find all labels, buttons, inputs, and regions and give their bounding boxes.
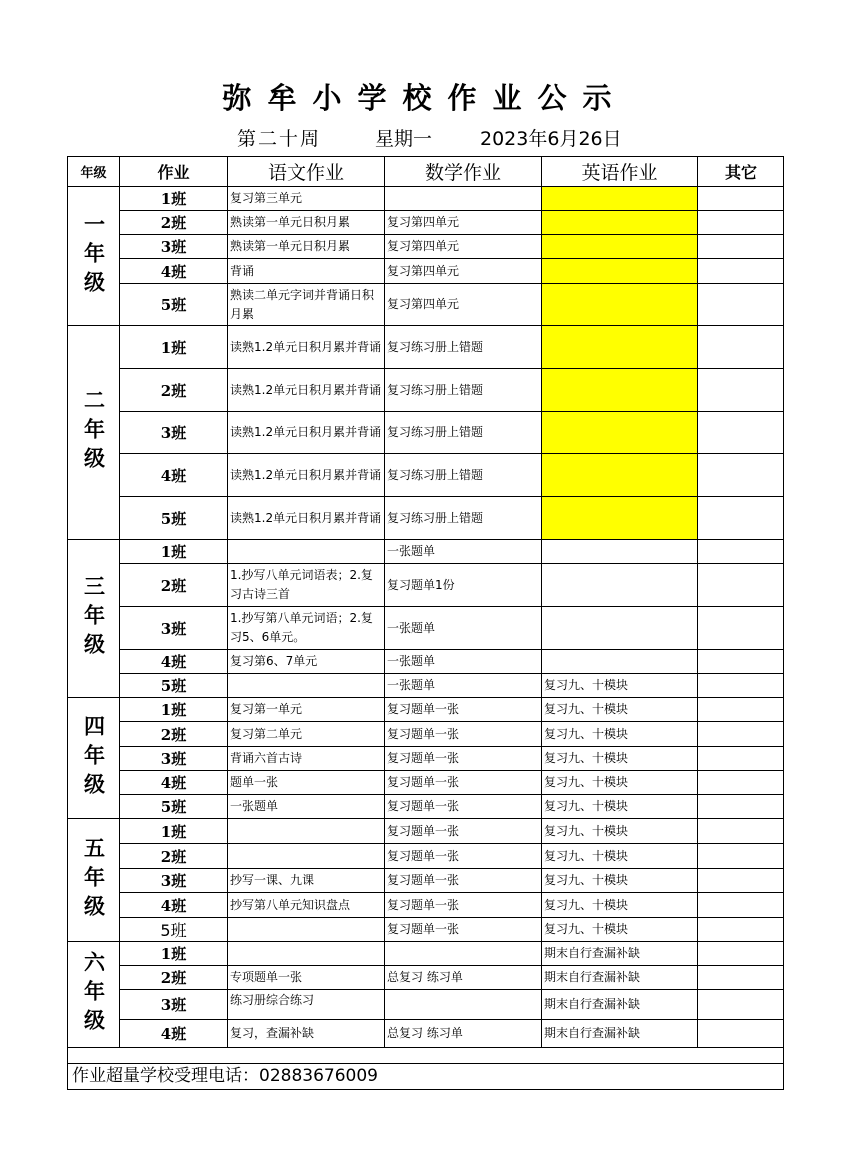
grade-name: 五年级 xyxy=(81,836,107,924)
chinese-homework: 复习第三单元 xyxy=(228,187,385,211)
math-homework xyxy=(385,990,542,1020)
math-homework: 复习第四单元 xyxy=(385,259,542,284)
week-label: 第二十周 xyxy=(237,128,322,150)
chinese-homework: 读熟1.2单元日积月累并背诵 xyxy=(228,454,385,497)
class-label: 5班 xyxy=(120,284,228,326)
english-homework: 期末自行查漏补缺 xyxy=(542,1020,698,1048)
math-homework: 总复习 练习单 xyxy=(385,1020,542,1048)
class-label: 3班 xyxy=(120,869,228,893)
math-homework: 一张题单 xyxy=(385,674,542,698)
english-homework: 复习九、十模块 xyxy=(542,844,698,869)
other-homework xyxy=(698,284,784,326)
chinese-homework: 1.抄写八单元词语表；2.复习古诗三首 xyxy=(228,564,385,607)
chinese-homework: 复习第6、7单元 xyxy=(228,650,385,674)
chinese-homework xyxy=(228,674,385,698)
chinese-homework: 背诵 xyxy=(228,259,385,284)
day-label: 星期一 xyxy=(375,128,433,150)
english-homework xyxy=(542,284,698,326)
other-homework xyxy=(698,771,784,795)
class-label: 4班 xyxy=(120,1020,228,1048)
math-homework: 复习题单一张 xyxy=(385,844,542,869)
grade-name: 六年级 xyxy=(81,951,107,1038)
other-homework xyxy=(698,326,784,369)
grade-name: 三年级 xyxy=(81,575,107,662)
chinese-homework: 复习第二单元 xyxy=(228,722,385,747)
math-homework: 复习练习册上错题 xyxy=(385,454,542,497)
other-homework xyxy=(698,607,784,650)
other-homework xyxy=(698,819,784,844)
grade-label xyxy=(68,942,120,1048)
homework-table xyxy=(67,156,784,1090)
header-chinese: 语文作业 xyxy=(228,157,385,187)
class-label: 1班 xyxy=(120,819,228,844)
grade-label xyxy=(68,540,120,698)
class-label: 1班 xyxy=(120,540,228,564)
grade-label xyxy=(68,187,120,326)
class-label: 2班 xyxy=(120,844,228,869)
other-homework xyxy=(698,540,784,564)
math-homework: 复习题单一张 xyxy=(385,893,542,918)
subtitle xyxy=(0,124,850,154)
english-homework xyxy=(542,259,698,284)
math-homework: 一张题单 xyxy=(385,650,542,674)
other-homework xyxy=(698,869,784,893)
math-homework: 复习题单一张 xyxy=(385,918,542,942)
class-label: 4班 xyxy=(120,650,228,674)
math-homework: 复习题单1份 xyxy=(385,564,542,607)
class-label: 5班 xyxy=(120,795,228,819)
class-label: 3班 xyxy=(120,990,228,1020)
english-homework xyxy=(542,607,698,650)
english-homework: 复习九、十模块 xyxy=(542,722,698,747)
english-homework xyxy=(542,187,698,211)
english-homework: 复习九、十模块 xyxy=(542,698,698,722)
math-homework xyxy=(385,187,542,211)
math-homework: 复习练习册上错题 xyxy=(385,497,542,540)
class-label: 5班 xyxy=(120,674,228,698)
chinese-homework: 一张题单 xyxy=(228,795,385,819)
class-label: 4班 xyxy=(120,454,228,497)
other-homework xyxy=(698,942,784,966)
class-label: 1班 xyxy=(120,187,228,211)
other-homework xyxy=(698,564,784,607)
class-label: 1班 xyxy=(120,698,228,722)
chinese-homework: 抄写第八单元知识盘点 xyxy=(228,893,385,918)
class-label: 5班 xyxy=(120,497,228,540)
grade-label xyxy=(68,698,120,819)
math-homework: 复习题单一张 xyxy=(385,795,542,819)
other-homework xyxy=(698,844,784,869)
class-label: 2班 xyxy=(120,369,228,412)
english-homework: 期末自行查漏补缺 xyxy=(542,990,698,1020)
date-label: 2023年6月26日 xyxy=(480,128,622,150)
other-homework xyxy=(698,966,784,990)
header-english: 英语作业 xyxy=(542,157,698,187)
english-homework xyxy=(542,412,698,454)
chinese-homework xyxy=(228,540,385,564)
math-homework: 复习第四单元 xyxy=(385,211,542,235)
grade-name: 四年级 xyxy=(81,714,107,802)
other-homework xyxy=(698,497,784,540)
class-label: 2班 xyxy=(120,722,228,747)
english-homework: 复习九、十模块 xyxy=(542,819,698,844)
other-homework xyxy=(698,412,784,454)
chinese-homework: 复习第一单元 xyxy=(228,698,385,722)
english-homework: 复习九、十模块 xyxy=(542,747,698,771)
other-homework xyxy=(698,235,784,259)
header-grade: 年级 xyxy=(68,157,120,187)
class-label: 2班 xyxy=(120,966,228,990)
chinese-homework: 读熟1.2单元日积月累并背诵 xyxy=(228,497,385,540)
grade-label xyxy=(68,326,120,540)
math-homework: 一张题单 xyxy=(385,607,542,650)
other-homework xyxy=(698,211,784,235)
english-homework xyxy=(542,454,698,497)
math-homework: 复习题单一张 xyxy=(385,771,542,795)
other-homework xyxy=(698,369,784,412)
grade-name: 二年级 xyxy=(81,389,107,476)
english-homework: 期末自行查漏补缺 xyxy=(542,966,698,990)
other-homework xyxy=(698,259,784,284)
class-label: 5班 xyxy=(120,918,228,942)
other-homework xyxy=(698,990,784,1020)
complaint-hotline: 作业超量学校受理电话：02883676009 xyxy=(67,1063,784,1090)
header-math: 数学作业 xyxy=(385,157,542,187)
chinese-homework: 复习，查漏补缺 xyxy=(228,1020,385,1048)
chinese-homework: 专项题单一张 xyxy=(228,966,385,990)
header-other: 其它 xyxy=(698,157,784,187)
chinese-homework: 读熟1.2单元日积月累并背诵 xyxy=(228,369,385,412)
math-homework: 总复习 练习单 xyxy=(385,966,542,990)
english-homework xyxy=(542,326,698,369)
math-homework: 复习第四单元 xyxy=(385,235,542,259)
english-homework xyxy=(542,235,698,259)
english-homework: 期末自行查漏补缺 xyxy=(542,942,698,966)
class-label: 3班 xyxy=(120,412,228,454)
other-homework xyxy=(698,187,784,211)
class-label: 2班 xyxy=(120,564,228,607)
other-homework xyxy=(698,650,784,674)
math-homework: 复习题单一张 xyxy=(385,722,542,747)
other-homework xyxy=(698,893,784,918)
other-homework xyxy=(698,1020,784,1048)
chinese-homework xyxy=(228,942,385,966)
other-homework xyxy=(698,454,784,497)
english-homework xyxy=(542,369,698,412)
english-homework xyxy=(542,497,698,540)
chinese-homework: 1.抄写第八单元词语；2.复习5、6单元。 xyxy=(228,607,385,650)
math-homework: 复习题单一张 xyxy=(385,747,542,771)
other-homework xyxy=(698,795,784,819)
chinese-homework: 熟读二单元字词并背诵日积月累 xyxy=(228,284,385,326)
other-homework xyxy=(698,747,784,771)
chinese-homework: 抄写一课、九课 xyxy=(228,869,385,893)
class-label: 4班 xyxy=(120,893,228,918)
english-homework: 复习九、十模块 xyxy=(542,795,698,819)
english-homework xyxy=(542,564,698,607)
chinese-homework: 熟读第一单元日积月累 xyxy=(228,211,385,235)
math-homework: 复习第四单元 xyxy=(385,284,542,326)
english-homework xyxy=(542,211,698,235)
math-homework: 复习练习册上错题 xyxy=(385,412,542,454)
math-homework xyxy=(385,942,542,966)
chinese-homework: 读熟1.2单元日积月累并背诵 xyxy=(228,326,385,369)
chinese-homework: 练习册综合练习 xyxy=(228,990,385,1020)
class-label: 2班 xyxy=(120,211,228,235)
class-label: 3班 xyxy=(120,607,228,650)
class-label: 1班 xyxy=(120,942,228,966)
class-label: 3班 xyxy=(120,747,228,771)
english-homework: 复习九、十模块 xyxy=(542,869,698,893)
chinese-homework xyxy=(228,819,385,844)
english-homework xyxy=(542,650,698,674)
chinese-homework: 熟读第一单元日积月累 xyxy=(228,235,385,259)
english-homework: 复习九、十模块 xyxy=(542,918,698,942)
math-homework: 一张题单 xyxy=(385,540,542,564)
chinese-homework: 读熟1.2单元日积月累并背诵 xyxy=(228,412,385,454)
chinese-homework xyxy=(228,918,385,942)
math-homework: 复习练习册上错题 xyxy=(385,369,542,412)
class-label: 4班 xyxy=(120,771,228,795)
chinese-homework: 题单一张 xyxy=(228,771,385,795)
other-homework xyxy=(698,674,784,698)
english-homework: 复习九、十模块 xyxy=(542,674,698,698)
class-label: 1班 xyxy=(120,326,228,369)
class-label: 3班 xyxy=(120,235,228,259)
math-homework: 复习题单一张 xyxy=(385,869,542,893)
grade-name: 一年级 xyxy=(81,212,107,300)
chinese-homework xyxy=(228,844,385,869)
english-homework xyxy=(542,540,698,564)
math-homework: 复习题单一张 xyxy=(385,698,542,722)
math-homework: 复习题单一张 xyxy=(385,819,542,844)
header-homework: 作业 xyxy=(120,157,228,187)
other-homework xyxy=(698,698,784,722)
english-homework: 复习九、十模块 xyxy=(542,893,698,918)
other-homework xyxy=(698,722,784,747)
chinese-homework: 背诵六首古诗 xyxy=(228,747,385,771)
page-title: 弥牟小学校作业公示 xyxy=(222,81,628,115)
math-homework: 复习练习册上错题 xyxy=(385,326,542,369)
english-homework: 复习九、十模块 xyxy=(542,771,698,795)
other-homework xyxy=(698,918,784,942)
grade-label xyxy=(68,819,120,942)
class-label: 4班 xyxy=(120,259,228,284)
